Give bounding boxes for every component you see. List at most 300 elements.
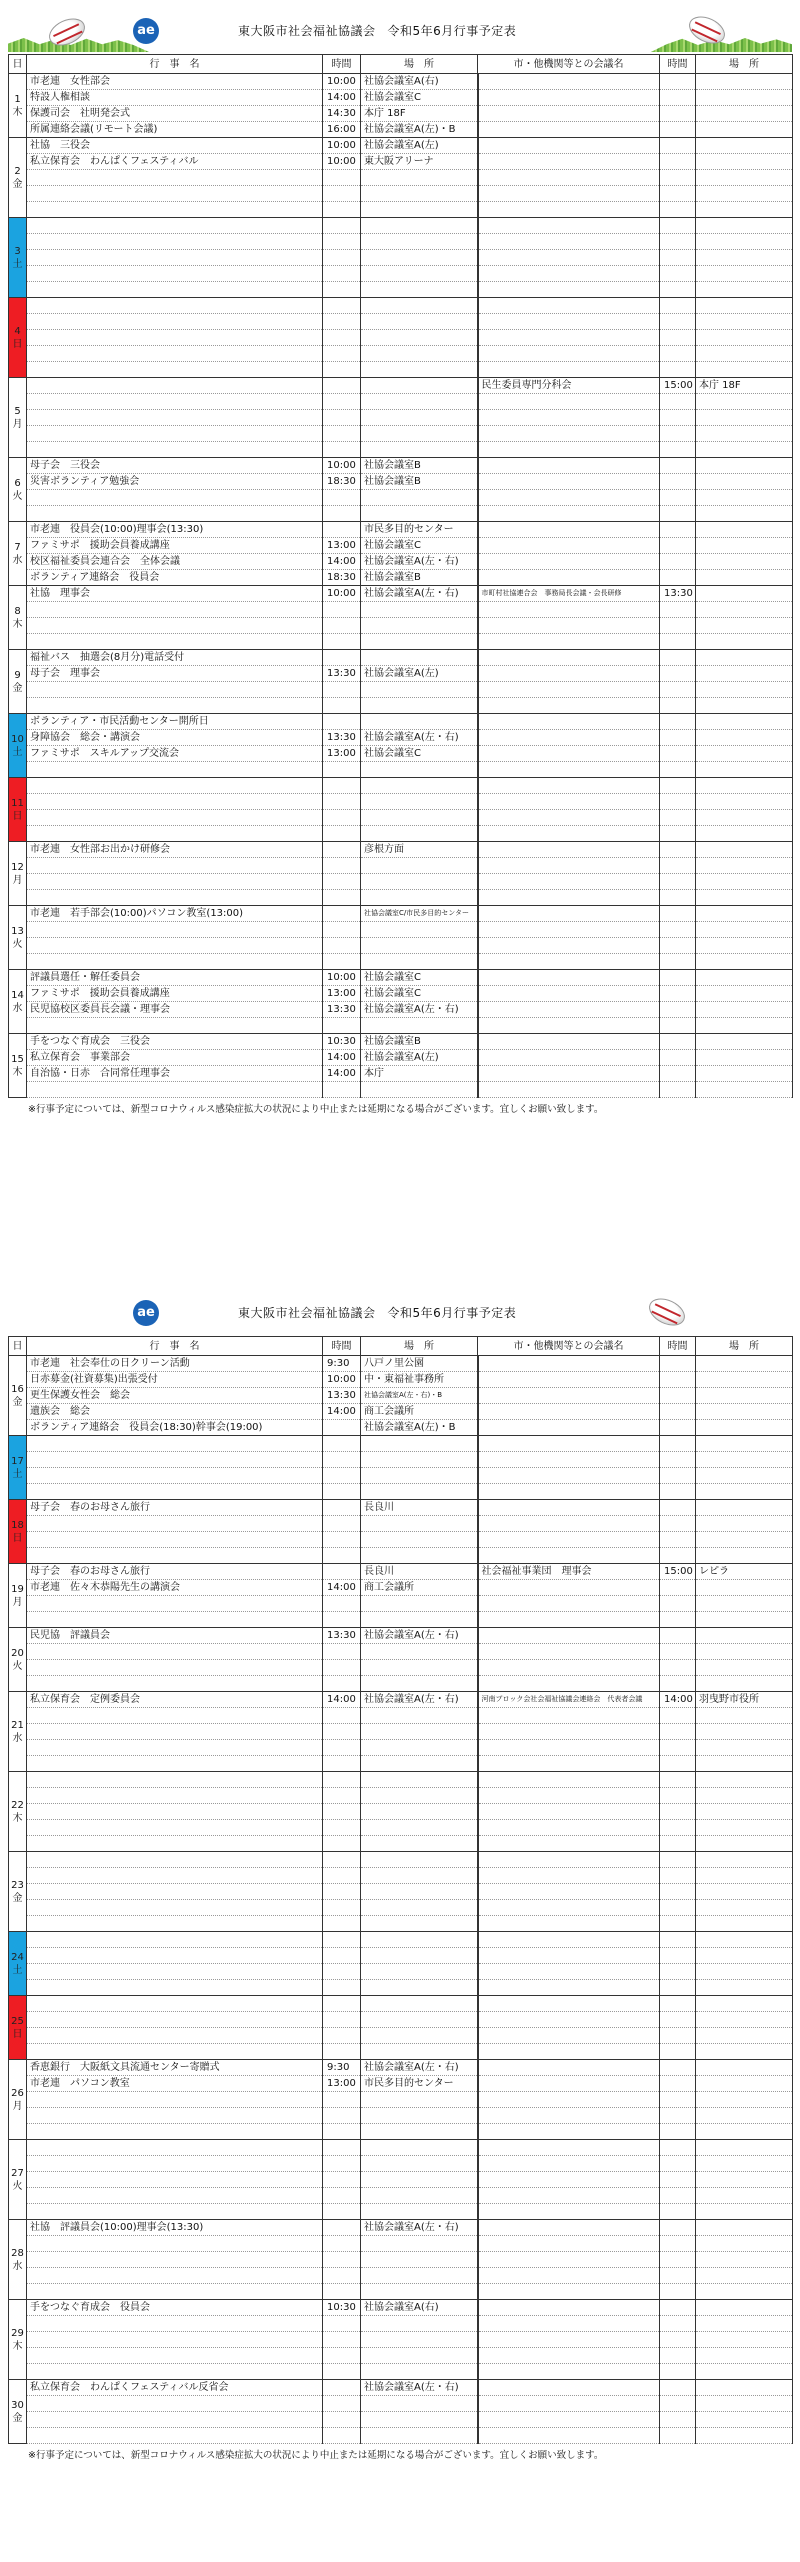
event-name	[27, 1836, 323, 1852]
ext-event-place	[696, 1868, 793, 1884]
event-time	[323, 1532, 361, 1548]
event-place: 社協会議室A(左・右)・B	[361, 1388, 478, 1404]
event-name	[27, 2332, 323, 2348]
ext-event-name	[478, 1820, 660, 1836]
ext-event-place	[696, 1660, 793, 1676]
ext-event-name: 社会福祉事業団 理事会	[478, 1564, 660, 1580]
ext-event-time	[660, 922, 696, 938]
event-time	[323, 362, 361, 378]
table-row	[9, 602, 793, 618]
event-time	[323, 1916, 361, 1932]
ext-event-place	[696, 554, 793, 570]
day-number: 30	[11, 2399, 24, 2411]
event-name: ファミサポ 援助会員養成講座	[27, 538, 323, 554]
ext-event-place	[696, 2076, 793, 2092]
table-row	[9, 1708, 793, 1724]
schedule-page-2	[8, 1290, 792, 2461]
event-time	[323, 2140, 361, 2156]
day-number: 16	[11, 1383, 24, 1395]
event-time: 10:00	[323, 74, 361, 90]
ext-event-name	[478, 1516, 660, 1532]
ext-event-place	[696, 602, 793, 618]
table-row	[9, 2204, 793, 2220]
event-time	[323, 186, 361, 202]
ext-event-place	[696, 1964, 793, 1980]
event-place	[361, 2284, 478, 2300]
ext-event-name	[478, 1676, 660, 1692]
col-day: 日	[9, 55, 27, 74]
event-name: 香恵銀行 大阪紙文具流通センター寄贈式	[27, 2060, 323, 2076]
ext-event-name	[478, 1050, 660, 1066]
event-name	[27, 362, 323, 378]
event-place	[361, 2364, 478, 2380]
day-cell	[9, 2140, 27, 2220]
ext-event-name	[478, 1980, 660, 1996]
ext-event-time	[660, 938, 696, 954]
event-name	[27, 1772, 323, 1788]
ext-event-name	[478, 1628, 660, 1644]
event-time	[323, 1980, 361, 1996]
event-time	[323, 1564, 361, 1580]
event-place	[361, 394, 478, 410]
event-time	[323, 1548, 361, 1564]
table-row	[9, 1996, 793, 2012]
table-row	[9, 2140, 793, 2156]
ext-event-name	[478, 2028, 660, 2044]
day-weekday: 火	[12, 490, 23, 502]
day-cell	[9, 1996, 27, 2060]
event-time	[323, 1018, 361, 1034]
ext-event-time	[660, 2076, 696, 2092]
table-row	[9, 1516, 793, 1532]
event-name: 民児協校区委員長会議・理事会	[27, 1002, 323, 1018]
ext-event-time	[660, 298, 696, 314]
event-time	[323, 2156, 361, 2172]
event-name	[27, 922, 323, 938]
event-time	[323, 826, 361, 842]
table-row	[9, 2220, 793, 2236]
ext-event-place	[696, 154, 793, 170]
event-place	[361, 1018, 478, 1034]
event-place	[361, 2140, 478, 2156]
ext-event-name	[478, 1420, 660, 1436]
ext-event-time	[660, 1772, 696, 1788]
ext-event-place: 羽曳野市役所	[696, 1692, 793, 1708]
ext-event-place	[696, 2156, 793, 2172]
ext-event-time	[660, 842, 696, 858]
ext-event-time	[660, 538, 696, 554]
ext-event-place	[696, 1018, 793, 1034]
ext-event-place	[696, 1900, 793, 1916]
day-weekday: 水	[12, 2260, 23, 2272]
ext-event-place	[696, 1420, 793, 1436]
ext-event-place	[696, 714, 793, 730]
ext-event-time	[660, 1420, 696, 1436]
event-place	[361, 2396, 478, 2412]
event-time	[323, 2236, 361, 2252]
ext-event-time	[660, 1484, 696, 1500]
event-name: 市老連 女性部お出かけ研修会	[27, 842, 323, 858]
event-name: 災害ボランティア勉強会	[27, 474, 323, 490]
ext-event-name	[478, 362, 660, 378]
event-place: 市民多目的センター	[361, 2076, 478, 2092]
table-row	[9, 394, 793, 410]
day-weekday: 木	[12, 1066, 23, 1078]
event-time	[323, 1996, 361, 2012]
ext-event-name	[478, 890, 660, 906]
ext-event-time	[660, 74, 696, 90]
table-row	[9, 234, 793, 250]
ext-event-name	[478, 682, 660, 698]
event-time: 13:00	[323, 538, 361, 554]
ext-event-place	[696, 1820, 793, 1836]
event-time	[323, 394, 361, 410]
ext-event-time	[660, 2108, 696, 2124]
ext-event-place	[696, 762, 793, 778]
event-name: 福祉バス 抽選会(8月分)電話受付	[27, 650, 323, 666]
ext-event-time	[660, 1050, 696, 1066]
day-number: 19	[11, 1583, 24, 1595]
event-place: 社協会議室A(左・右)	[361, 586, 478, 602]
event-place	[361, 234, 478, 250]
table-row	[9, 2108, 793, 2124]
table-row	[9, 1388, 793, 1404]
table-row	[9, 106, 793, 122]
event-name	[27, 1900, 323, 1916]
table-row	[9, 426, 793, 442]
ext-event-place	[696, 1708, 793, 1724]
ext-event-place	[696, 1676, 793, 1692]
event-place: 社協会議室C	[361, 538, 478, 554]
page-title: 東大阪市社会福祉協議会 令和5年6月行事予定表	[238, 1306, 517, 1320]
event-name	[27, 1548, 323, 1564]
event-time	[323, 426, 361, 442]
day-cell	[9, 138, 27, 218]
ext-event-name	[478, 1660, 660, 1676]
day-number: 12	[11, 861, 24, 873]
ext-event-name	[478, 1372, 660, 1388]
col-day: 日	[9, 1337, 27, 1356]
ext-event-name	[478, 2284, 660, 2300]
table-row	[9, 842, 793, 858]
ext-event-place	[696, 986, 793, 1002]
table-row	[9, 2300, 793, 2316]
ext-event-name	[478, 2108, 660, 2124]
event-name	[27, 2172, 323, 2188]
ext-event-time	[660, 2380, 696, 2396]
ext-event-place	[696, 2012, 793, 2028]
event-place	[361, 202, 478, 218]
day-cell	[9, 2380, 27, 2444]
table-row	[9, 890, 793, 906]
ext-event-name	[478, 1066, 660, 1082]
event-name	[27, 266, 323, 282]
col-event: 行 事 名	[27, 1337, 323, 1356]
table-row	[9, 586, 793, 602]
event-time	[323, 2092, 361, 2108]
ext-event-time	[660, 90, 696, 106]
event-place	[361, 938, 478, 954]
ext-event-name	[478, 2204, 660, 2220]
event-name	[27, 810, 323, 826]
ext-event-place	[696, 890, 793, 906]
ext-event-name	[478, 234, 660, 250]
event-place	[361, 1676, 478, 1692]
ext-event-place	[696, 218, 793, 234]
table-row	[9, 266, 793, 282]
ext-event-place	[696, 138, 793, 154]
day-cell	[9, 458, 27, 522]
ext-event-time	[660, 266, 696, 282]
event-place	[361, 858, 478, 874]
ext-event-time	[660, 666, 696, 682]
table-row	[9, 1612, 793, 1628]
event-place: 中・東福祉事務所	[361, 1372, 478, 1388]
event-place	[361, 1708, 478, 1724]
ext-event-time	[660, 2220, 696, 2236]
event-name	[27, 954, 323, 970]
day-weekday: 火	[12, 938, 23, 950]
table-row	[9, 1868, 793, 1884]
event-place: 社協会議室C	[361, 746, 478, 762]
ext-event-place	[696, 842, 793, 858]
ext-event-name	[478, 2252, 660, 2268]
event-place	[361, 1852, 478, 1868]
ext-event-name	[478, 282, 660, 298]
event-time	[323, 906, 361, 922]
col-ext-place: 場 所	[696, 55, 793, 74]
ext-event-name	[478, 2412, 660, 2428]
ext-event-time	[660, 2012, 696, 2028]
table-row	[9, 378, 793, 394]
day-weekday: 木	[12, 106, 23, 118]
event-time	[323, 2012, 361, 2028]
event-place	[361, 2188, 478, 2204]
table-row	[9, 698, 793, 714]
table-row	[9, 2188, 793, 2204]
event-time: 9:30	[323, 1356, 361, 1372]
ext-event-place	[696, 170, 793, 186]
table-row	[9, 2332, 793, 2348]
event-place	[361, 1436, 478, 1452]
ext-event-name	[478, 1388, 660, 1404]
ext-event-time	[660, 1964, 696, 1980]
ext-event-name	[478, 314, 660, 330]
event-place	[361, 1644, 478, 1660]
ext-event-time	[660, 1740, 696, 1756]
event-time	[323, 1900, 361, 1916]
event-place	[361, 2348, 478, 2364]
ext-event-place	[696, 74, 793, 90]
event-name	[27, 890, 323, 906]
ext-event-name	[478, 1002, 660, 1018]
table-row	[9, 2316, 793, 2332]
event-place: 社協会議室A(左・右)	[361, 1692, 478, 1708]
col-ext-event: 市・他機関等との会議名	[478, 1337, 660, 1356]
ext-event-place	[696, 970, 793, 986]
ext-event-name	[478, 1916, 660, 1932]
event-name: 私立保育会 定例委員会	[27, 1692, 323, 1708]
day-cell	[9, 906, 27, 970]
event-time	[323, 506, 361, 522]
table-row	[9, 2236, 793, 2252]
event-name	[27, 1676, 323, 1692]
event-place	[361, 778, 478, 794]
day-number: 3	[14, 245, 21, 257]
event-name	[27, 826, 323, 842]
ext-event-name	[478, 938, 660, 954]
event-place: 彦根方面	[361, 842, 478, 858]
event-name: 私立保育会 わんぱくフェスティバル	[27, 154, 323, 170]
ext-event-place	[696, 362, 793, 378]
ext-event-place	[696, 1788, 793, 1804]
event-name	[27, 2412, 323, 2428]
event-place	[361, 602, 478, 618]
ext-event-time	[660, 1932, 696, 1948]
ext-event-name	[478, 1596, 660, 1612]
ext-event-place	[696, 2092, 793, 2108]
col-ext-time: 時間	[660, 55, 696, 74]
ext-event-time	[660, 1388, 696, 1404]
table-row	[9, 666, 793, 682]
ext-event-time	[660, 1468, 696, 1484]
ext-event-name	[478, 2076, 660, 2092]
event-time: 13:30	[323, 1628, 361, 1644]
event-place: 社協会議室A(左・右)	[361, 2380, 478, 2396]
event-time	[323, 2220, 361, 2236]
ext-event-name	[478, 1868, 660, 1884]
event-time	[323, 794, 361, 810]
event-name	[27, 2428, 323, 2444]
ext-event-time	[660, 1628, 696, 1644]
event-name	[27, 2348, 323, 2364]
ext-event-time	[660, 2252, 696, 2268]
event-place: 社協会議室A(左・右)	[361, 1628, 478, 1644]
ext-event-time	[660, 2140, 696, 2156]
ext-event-place	[696, 1500, 793, 1516]
event-name: 日赤募金(社資募集)出張受付	[27, 1372, 323, 1388]
page-header	[8, 8, 792, 54]
ext-event-time	[660, 490, 696, 506]
event-name	[27, 2044, 323, 2060]
col-time: 時間	[323, 55, 361, 74]
ext-event-place	[696, 538, 793, 554]
ext-event-time	[660, 2044, 696, 2060]
event-place	[361, 2316, 478, 2332]
event-time	[323, 1852, 361, 1868]
ext-event-time	[660, 810, 696, 826]
table-row	[9, 634, 793, 650]
ext-event-time	[660, 570, 696, 586]
ext-event-name	[478, 330, 660, 346]
table-row	[9, 490, 793, 506]
ext-event-name	[478, 2156, 660, 2172]
event-time	[323, 1676, 361, 1692]
day-weekday: 水	[12, 1732, 23, 1744]
ext-event-place	[696, 1548, 793, 1564]
event-name	[27, 1468, 323, 1484]
ext-event-place	[696, 794, 793, 810]
ext-event-time	[660, 2092, 696, 2108]
table-row	[9, 90, 793, 106]
event-name	[27, 794, 323, 810]
table-row	[9, 714, 793, 730]
ext-event-place	[696, 1932, 793, 1948]
table-row	[9, 1852, 793, 1868]
event-place	[361, 410, 478, 426]
ext-event-time	[660, 2396, 696, 2412]
ext-event-place	[696, 298, 793, 314]
ext-event-time	[660, 2348, 696, 2364]
table-row	[9, 794, 793, 810]
event-place	[361, 1772, 478, 1788]
day-cell	[9, 842, 27, 906]
event-place	[361, 634, 478, 650]
ext-event-time	[660, 1756, 696, 1772]
ext-event-time	[660, 2028, 696, 2044]
day-cell	[9, 2300, 27, 2380]
table-row	[9, 1660, 793, 1676]
ext-event-place	[696, 1644, 793, 1660]
table-row	[9, 1002, 793, 1018]
ext-event-name	[478, 74, 660, 90]
table-row	[9, 74, 793, 90]
ext-event-place	[696, 2124, 793, 2140]
table-row	[9, 314, 793, 330]
ext-event-time	[660, 1532, 696, 1548]
ext-event-name	[478, 1884, 660, 1900]
ext-event-time	[660, 970, 696, 986]
event-time: 10:00	[323, 154, 361, 170]
event-time	[323, 2412, 361, 2428]
event-name	[27, 1436, 323, 1452]
table-row	[9, 2060, 793, 2076]
ext-event-name	[478, 202, 660, 218]
event-time	[323, 1932, 361, 1948]
event-time	[323, 2108, 361, 2124]
event-place: 社協会議室B	[361, 458, 478, 474]
event-name	[27, 778, 323, 794]
ext-event-name	[478, 218, 660, 234]
event-time	[323, 2380, 361, 2396]
ext-event-time	[660, 442, 696, 458]
event-time: 14:00	[323, 554, 361, 570]
ext-event-time	[660, 330, 696, 346]
ext-event-time	[660, 1372, 696, 1388]
day-number: 5	[14, 405, 21, 417]
ext-event-time	[660, 410, 696, 426]
event-name	[27, 1532, 323, 1548]
event-name: 身障協会 総会・講演会	[27, 730, 323, 746]
event-name	[27, 1612, 323, 1628]
table-row	[9, 874, 793, 890]
event-name: ファミサポ スキルアップ交流会	[27, 746, 323, 762]
table-row	[9, 1532, 793, 1548]
table-row	[9, 170, 793, 186]
event-name: 母子会 三役会	[27, 458, 323, 474]
event-place: 社協会議室A(左・右)	[361, 554, 478, 570]
event-time	[323, 1836, 361, 1852]
ext-event-name	[478, 1404, 660, 1420]
table-row	[9, 810, 793, 826]
event-place	[361, 1484, 478, 1500]
event-name	[27, 1996, 323, 2012]
table-row	[9, 1980, 793, 1996]
table-row	[9, 1692, 793, 1708]
event-place	[361, 890, 478, 906]
event-place	[361, 1740, 478, 1756]
event-time: 10:00	[323, 1372, 361, 1388]
